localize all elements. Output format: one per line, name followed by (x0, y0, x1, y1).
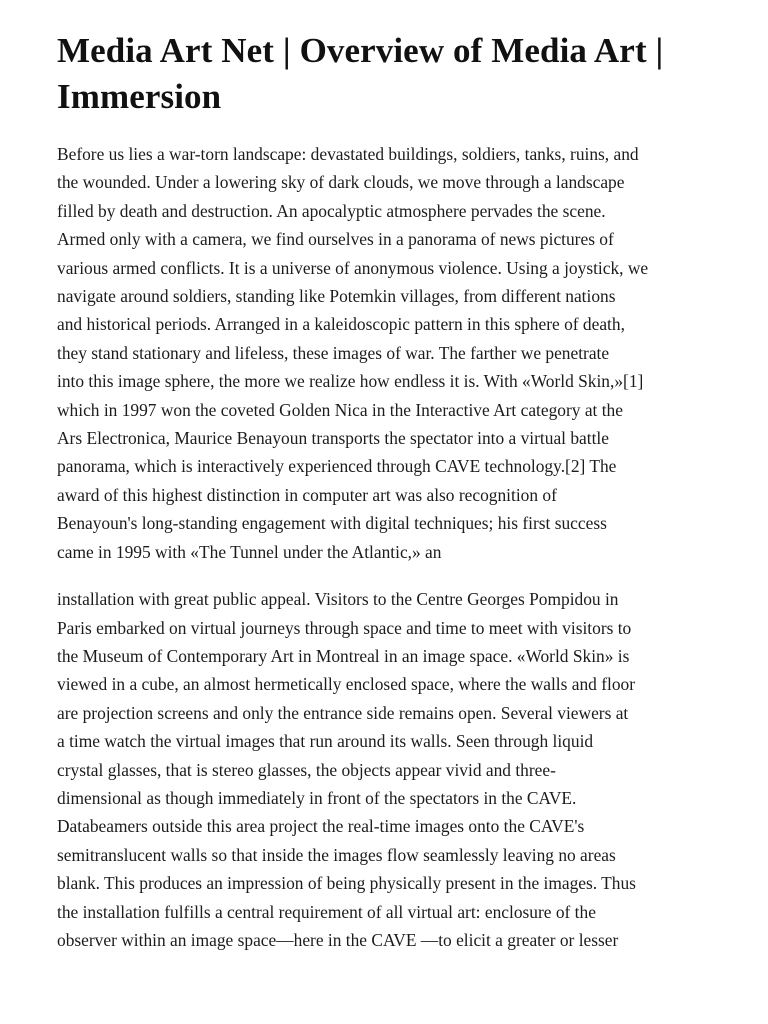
text-line: came in 1995 with «The Tunnel under the Atlantic,» an (57, 541, 442, 562)
text-line: Benayoun's long-standing engagement with digital techniques; his first success (57, 513, 607, 534)
text-line: the installation fulfills a central requirement of all virtual art: enclosure of the (57, 901, 596, 922)
page-title (57, 28, 718, 120)
text-line: installation with great public appeal. Visitors to the Centre Georges Pompidou in (57, 589, 619, 610)
paragraph-1 (57, 140, 718, 566)
text-line: the Museum of Contemporary Art in Montreal in an image space. «World Skin» is (57, 645, 630, 666)
text-line: award of this highest distinction in computer art was also recognition of (57, 484, 557, 505)
text-line: Armed only with a camera, we find ourselves in a panorama of news pictures of (57, 229, 614, 250)
text-line: viewed in a cube, an almost hermetically enclosed space, where the walls and floor (57, 674, 636, 695)
text-line: various armed conflicts. It is a universe of anonymous violence. Using a joystick, we (57, 257, 649, 278)
text-line: Before us lies a war-torn landscape: devastated buildings, soldiers, tanks, ruins, and (57, 144, 639, 164)
paragraph-2 (57, 585, 718, 954)
text-line: filled by death and destruction. An apocalyptic atmosphere pervades the scene. (57, 200, 606, 221)
text-line: dimensional as though immediately in front of the spectators in the CAVE. (57, 787, 577, 808)
text-line: crystal glasses, that is stereo glasses, the objects appear vivid and three- (57, 759, 556, 780)
text-line: a time watch the virtual images that run around its walls. Seen through liquid (57, 731, 594, 752)
text-line: Paris embarked on virtual journeys through space and time to meet with visitors to (57, 617, 632, 638)
text-line: Databeamers outside this area project the real-time images onto the CAVE's (57, 816, 585, 837)
text-line: Ars Electronica, Maurice Benayoun transports the spectator into a virtual battle (57, 428, 609, 449)
text-line: are projection screens and only the entrance side remains open. Several viewers at (57, 702, 629, 723)
text-line: panorama, which is interactively experienced through CAVE technology.[2] The (57, 456, 617, 477)
text-line: into this image sphere, the more we realize how endless it is. With «World Skin,»[1] (57, 371, 644, 392)
text-line: observer within an image space—here in the CAVE —to elicit a greater or lesser (57, 929, 619, 950)
text-line: blank. This produces an impression of being physically present in the images. Thus (57, 873, 636, 894)
text-line: they stand stationary and lifeless, these images of war. The farther we penetrate (57, 342, 610, 363)
text-line: and historical periods. Arranged in a kaleidoscopic pattern in this sphere of death, (57, 314, 625, 335)
title-line: Immersion (57, 77, 222, 116)
text-line: which in 1997 won the coveted Golden Nica in the Interactive Art category at the (57, 399, 623, 420)
text-line: semitranslucent walls so that inside the images flow seamlessly leaving no areas (57, 844, 616, 865)
title-line: Media Art Net | Overview of Media Art | (57, 31, 664, 70)
text-line: navigate around soldiers, standing like Potemkin villages, from different nations (57, 286, 616, 307)
text-line: the wounded. Under a lowering sky of dark clouds, we move through a landscape (57, 172, 625, 193)
